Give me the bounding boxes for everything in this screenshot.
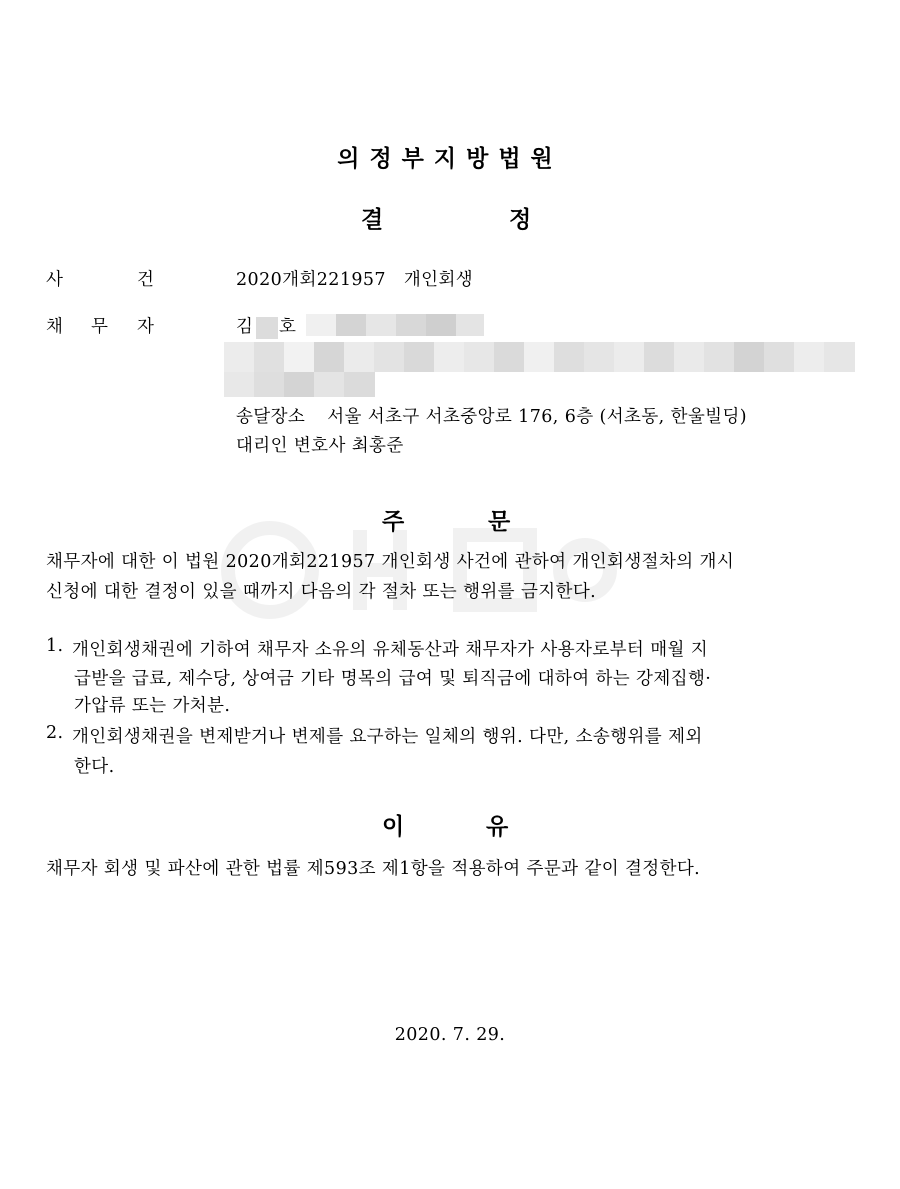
order-item-2-line-1: 개인회생채권을 변제받거나 변제를 요구하는 일체의 행위. 다만, 소송행위를 제외 (72, 727, 703, 747)
reason-text: 채무자 회생 및 파산에 관한 법률 제593조 제1항을 적용하여 주문과 같이 결정한다. (46, 859, 701, 879)
court-name: 의정부지방법원 (337, 146, 563, 172)
order-intro-line-1: 채무자에 대한 이 법원 2020개회221957 개인회생 사건에 관하여 개인회생절차의 개시 (46, 552, 735, 572)
service-address-label: 송달장소 (236, 407, 306, 427)
redacted-id-number (306, 314, 484, 336)
debtor-name-first: 김 (236, 317, 254, 337)
case-number: 2020개회221957 개인회생 (236, 270, 474, 290)
decision-date: 2020. 7. 29. (394, 1025, 506, 1045)
reason-heading-char-2: 유 (486, 814, 509, 840)
order-heading-char-2: 문 (488, 509, 511, 535)
debtor-label-char-3: 자 (137, 317, 154, 337)
order-item-1-line-3: 가압류 또는 가처분. (74, 696, 231, 716)
debtor-label-char-2: 무 (91, 317, 108, 337)
case-label-char-1: 사 (46, 270, 63, 290)
case-label-char-2: 건 (137, 270, 154, 290)
order-item-1-number: 1. (46, 636, 64, 656)
doc-type-char-1: 결 (361, 207, 384, 233)
doc-type-char-2: 정 (509, 207, 532, 233)
redacted-address-line-2 (224, 372, 375, 397)
legal-agent: 대리인 변호사 최홍준 (236, 436, 404, 456)
redacted-address-line-1 (224, 342, 855, 372)
debtor-label-char-1: 채 (46, 317, 63, 337)
service-address-value: 서울 서초구 서초중앙로 176, 6층 (서초동, 한울빌딩) (327, 407, 748, 427)
order-intro-line-2: 신청에 대한 결정이 있을 때까지 다음의 각 절차 또는 행위를 금지한다. (46, 582, 597, 602)
order-item-2-number: 2. (46, 723, 64, 743)
reason-heading-char-1: 이 (382, 814, 405, 840)
service-address-row (236, 403, 747, 428)
debtor-name-last: 호 (279, 317, 297, 337)
order-heading-char-1: 주 (382, 509, 405, 535)
redacted-name-middle (256, 317, 278, 339)
order-item-2-line-2: 한다. (74, 757, 115, 777)
order-item-1-line-2: 급받을 급료, 제수당, 상여금 기타 명목의 급여 및 퇴직금에 대하여 하는 강제집행· (74, 669, 712, 689)
order-item-1-line-1: 개인회생채권에 기하여 채무자 소유의 유체동산과 채무자가 사용자로부터 매월 지 (72, 640, 709, 660)
